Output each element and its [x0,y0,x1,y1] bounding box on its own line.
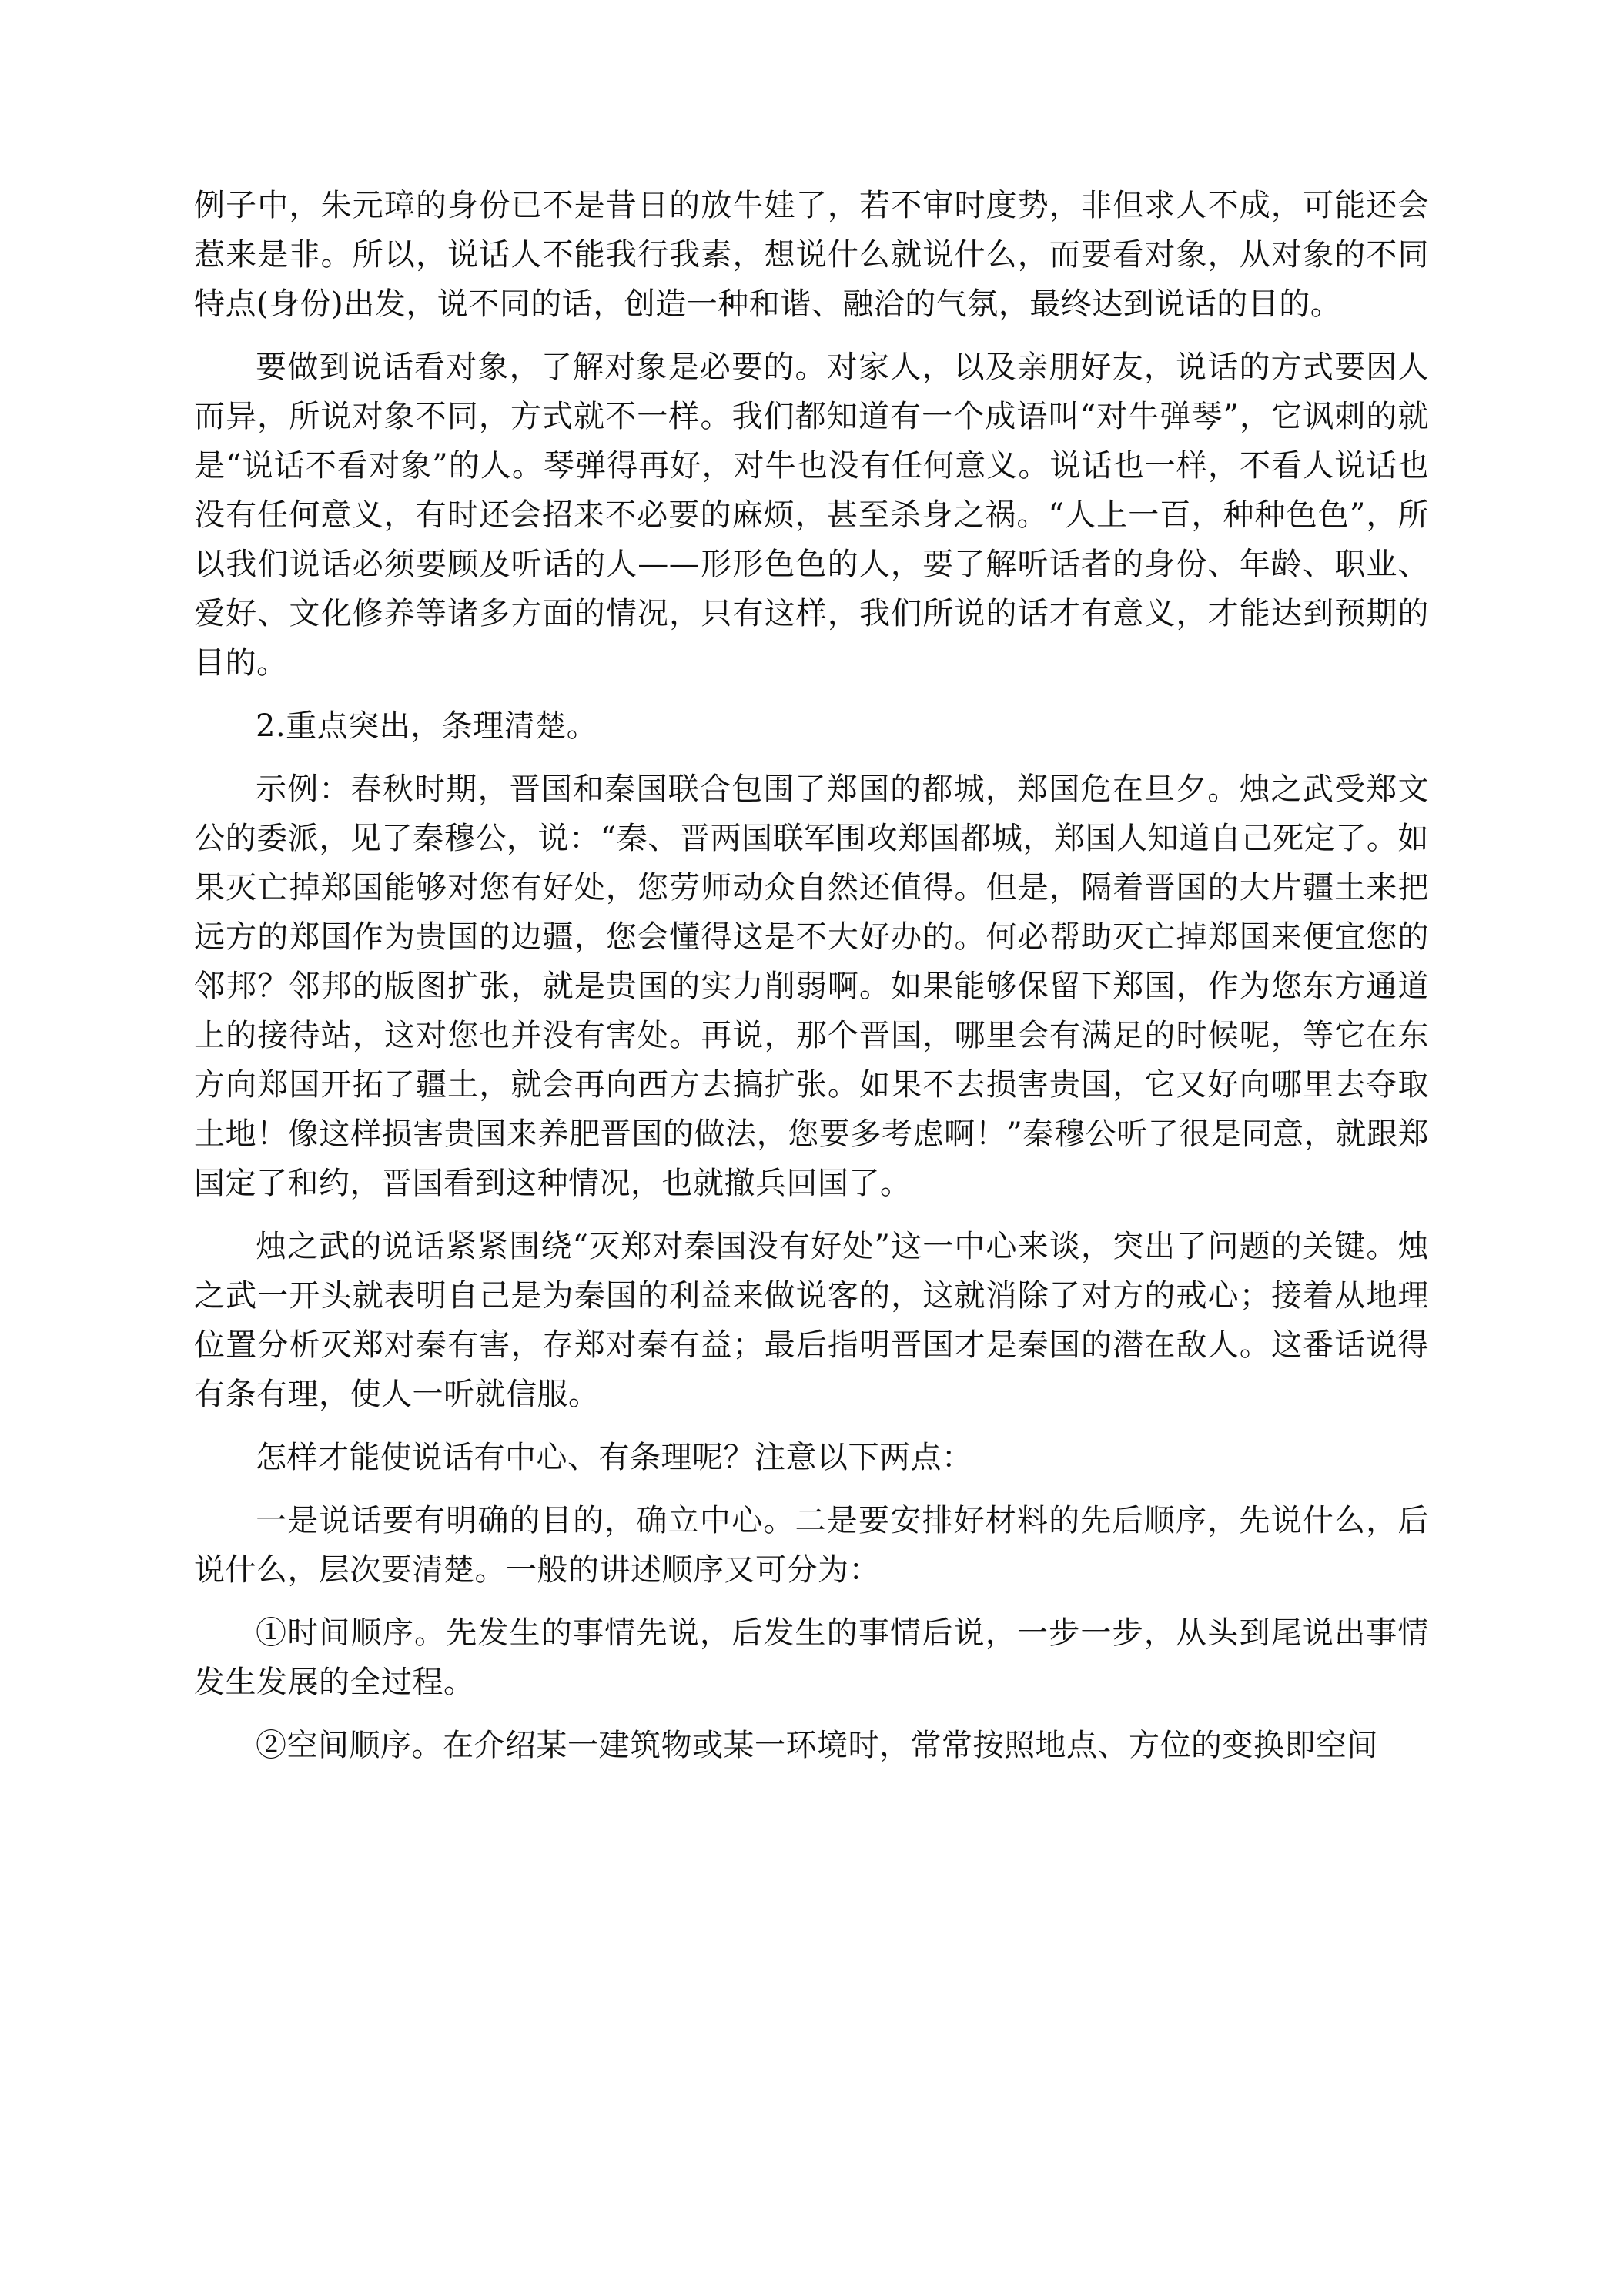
document-body [194,181,1429,1770]
list-item-time-order: ①时间顺序。先发生的事情先说，后发生的事情后说，一步一步，从头到尾说出事情发生发展的全过程。 [194,1615,1429,1700]
section-heading-2: 2.重点突出，条理清楚。 [256,708,598,744]
paragraph-example: 示例：春秋时期，晋国和秦国联合包围了郑国的都城，郑国危在旦夕。烛之武受郑文公的委派，见了秦穆公，说：“秦、晋两国联军围攻郑国都城，郑国人知道自己死定了。如果灭亡掉郑国能够对您有好处，您劳师动众自然还值得。但是，隔着晋国的大片疆土来把远方的郑国作为贵国的边疆，您会懂得这是不大好办的。何必帮助灭亡掉郑国来便宜您的邻邦？邻邦的版图扩张，就是贵国的实力削弱啊。如果能够保留下郑国，作为您东方通道上的接待站，这对您也并没有害处。再说，那个晋国，哪里会有满足的时候呢，等它在东方向郑国开拓了疆土，就会再向西方去搞扩张。如果不去损害贵国，它又好向哪里去夺取土地！像这样损害贵国来养肥晋国的做法，您要多考虑啊！”秦穆公听了很是同意，就跟郑国定了和约，晋国看到这种情况，也就撤兵回国了。 [194,771,1429,1201]
paragraph-audience: 要做到说话看对象，了解对象是必要的。对家人，以及亲朋好友，说话的方式要因人而异，所说对象不同，方式就不一样。我们都知道有一个成语叫“对牛弹琴”，它讽刺的就是“说话不看对象”的人。琴弹得再好，对牛也没有任何意义。说话也一样，不看人说话也没有任何意义，有时还会招来不必要的麻烦，甚至杀身之祸。“人上一百，种种色色”，所以我们说话必须要顾及听话的人——形形色色的人，要了解听话者的身份、年龄、职业、爱好、文化修养等诸多方面的情况，只有这样，我们所说的话才有意义，才能达到预期的目的。 [194,350,1429,681]
paragraph-continuation: 例子中，朱元璋的身份已不是昔日的放牛娃了，若不审时度势，非但求人不成，可能还会惹来是非。所以，说话人不能我行我素，想说什么就说什么，而要看对象，从对象的不同特点(身份)出发，说不同的话，创造一种和谐、融洽的气氛，最终达到说话的目的。 [194,188,1429,322]
paragraph-two-points: 一是说话要有明确的目的，确立中心。二是要安排好材料的先后顺序，先说什么，后说什么，层次要清楚。一般的讲述顺序又可分为： [194,1503,1429,1588]
paragraph-question: 怎样才能使说话有中心、有条理呢？注意以下两点： [256,1440,973,1475]
list-item-space-order: ②空间顺序。在介绍某一建筑物或某一环境时，常常按照地点、方位的变换即空间 [256,1728,1378,1763]
paragraph-analysis: 烛之武的说话紧紧围绕“灭郑对秦国没有好处”这一中心来谈，突出了问题的关键。烛之武一开头就表明自己是为秦国的利益来做说客的，这就消除了对方的戒心；接着从地理位置分析灭郑对秦有害，存郑对秦有益；最后指明晋国才是秦国的潜在敌人。这番话说得有条有理，使人一听就信服。 [194,1229,1429,1412]
